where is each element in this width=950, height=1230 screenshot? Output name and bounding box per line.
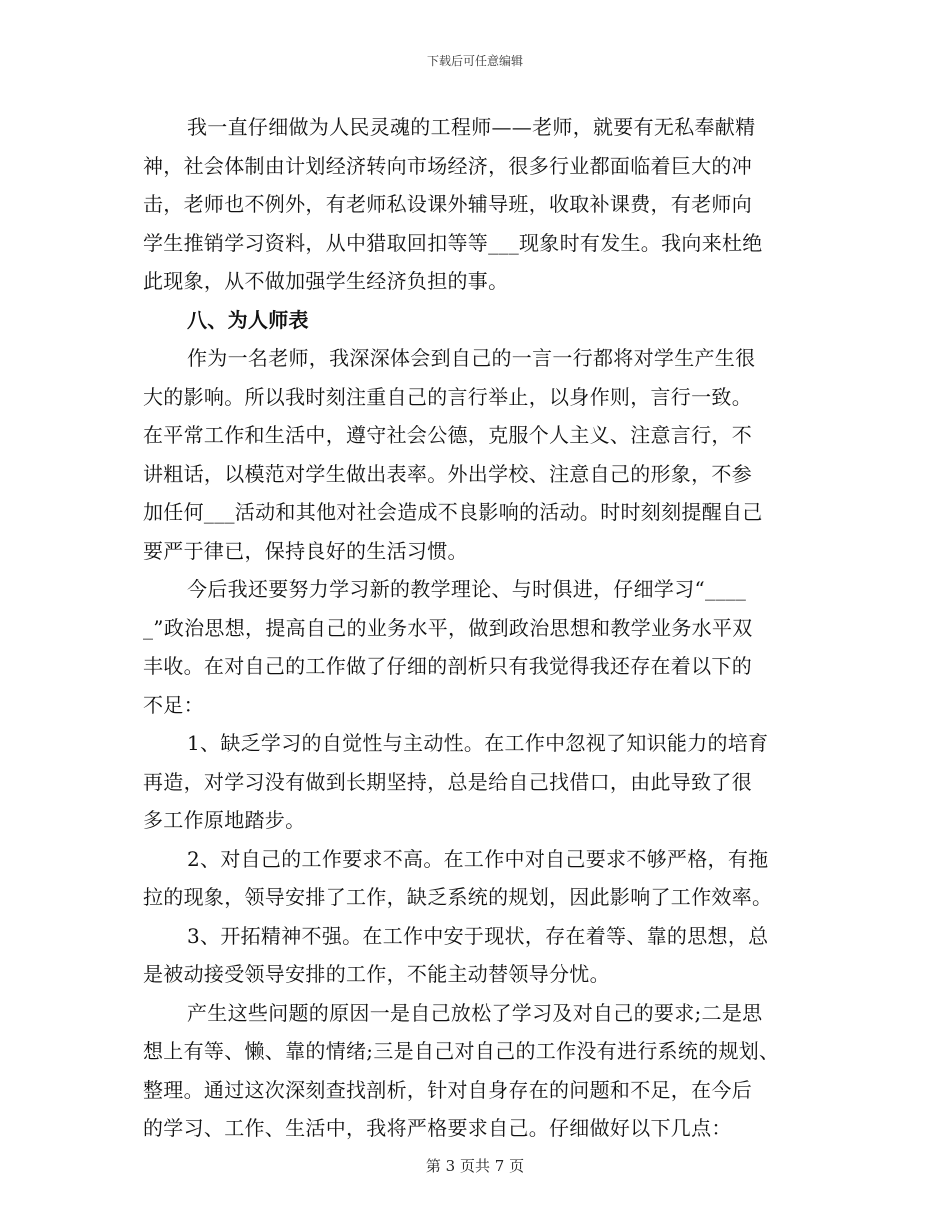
footer-current-page: 3 <box>445 1157 456 1175</box>
paragraph-line: 学生推销学习资料，从中猎取回扣等等___现象时有发生。我向来杜绝 <box>143 230 763 255</box>
list-item-line: 拉的现象，领导安排了工作，缺乏系统的规划，因此影响了工作效率。 <box>143 885 773 909</box>
footer-total-pages: 7 <box>494 1157 505 1175</box>
footer-middle: 页共 <box>459 1157 490 1175</box>
paragraph-line: 加任何___活动和其他对社会造成不良影响的活动。时时刻刻提醒自己 <box>143 500 763 524</box>
paragraph-line: 丰收。在对自己的工作做了仔细的剖析只有我觉得我还存在着以下的 <box>143 654 752 678</box>
paragraph-line: _”政治思想，提高自己的业务水平，做到政治思想和教学业务水平双 <box>143 615 753 640</box>
list-item-line: 是被动接受领导安排的工作，不能主动替领导分忧。 <box>143 962 610 986</box>
paragraph-line: 讲粗话，以模范对学生做出表率。外出学校、注意自己的形象，不参 <box>143 461 752 486</box>
document-body <box>143 108 813 1148</box>
paragraph-line: 要严于律已，保持良好的生活习惯。 <box>143 538 468 563</box>
paragraph-line: 此现象，从不做加强学生经济负担的事。 <box>143 269 509 293</box>
paragraph-line: 想上有等、懒、靠的情绪;三是自己对自己的工作没有进行系统的规划、 <box>143 1039 780 1063</box>
footer-prefix: 第 <box>425 1157 441 1175</box>
list-item-line: 再造，对学习没有做到长期坚持，总是给自己找借口，由此导致了很 <box>143 769 752 794</box>
paragraph-line: 作为一名老师，我深深体会到自己的一言一行都将对学生产生很 <box>187 346 756 370</box>
list-item-line: 多工作原地踏步。 <box>143 808 306 832</box>
list-item-line: 2、对自己的工作要求不高。在工作中对自己要求不够严格，有拖 <box>187 846 769 871</box>
paragraph-line: 不足： <box>143 692 204 717</box>
list-item-line: 1、缺乏学习的自觉性与主动性。在工作中忽视了知识能力的培育 <box>187 731 769 755</box>
footer-suffix: 页 <box>509 1157 525 1175</box>
section-heading: 八、为人师表 <box>187 307 309 332</box>
paragraph-line: 产生这些问题的原因一是自己放松了学习及对自己的要求;二是思 <box>187 1000 763 1025</box>
paragraph-line: 整理。通过这次深刻查找剖析，针对自身存在的问题和不足，在今后 <box>143 1077 752 1102</box>
paragraph-line: 的学习、工作、生活中，我将严格要求自己。仔细做好以下几点： <box>143 1116 732 1140</box>
list-item-line: 3、开拓精神不强。在工作中安于现状，存在着等、靠的思想，总 <box>187 923 769 948</box>
paragraph-line: 在平常工作和生活中，遵守社会公德，克服个人主义、注意言行，不 <box>143 423 752 447</box>
page-footer <box>0 1155 950 1176</box>
paragraph-line: 大的影响。所以我时刻注重自己的言行举止，以身作则，言行一致。 <box>143 384 752 409</box>
page-header-note: 下载后可任意编辑 <box>426 54 523 68</box>
paragraph-line: 击，老师也不例外，有老师私设课外辅导班，收取补课费，有老师向 <box>143 192 752 216</box>
paragraph-line: 我一直仔细做为人民灵魂的工程师——老师，就要有无私奉献精 <box>187 115 756 139</box>
paragraph-line: 今后我还要努力学习新的教学理论、与时俱进，仔细学习“____ <box>187 577 747 601</box>
paragraph-line: 神，社会体制由计划经济转向市场经济，很多行业都面临着巨大的冲 <box>143 153 752 178</box>
